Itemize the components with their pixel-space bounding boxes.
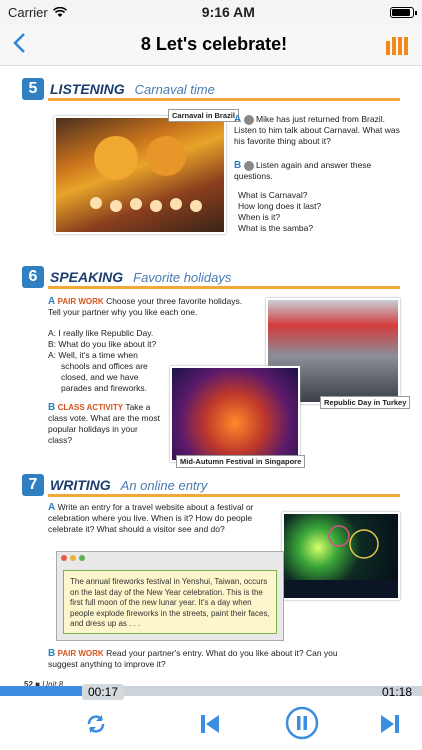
photo-caption: Mid-Autumn Festival in Singapore (176, 455, 305, 468)
status-bar (0, 0, 422, 24)
dialog-line: A: Well, it's a time when (48, 350, 138, 360)
mid-autumn-photo (170, 366, 300, 462)
pause-button[interactable] (285, 706, 319, 740)
exercise-7a (48, 502, 276, 535)
sample-entry: The annual fireworks festival in Yenshui, Taiwan, occurs on the last day of the New Year celebration. This is the first full moon of the new lunar year. It's a day when people explode fireworks in the streets, paint their faces, and dress up as . . . (63, 570, 277, 634)
section-divider (48, 286, 400, 289)
dialog-line: A: I really like Republic Day. (48, 328, 154, 338)
activity-tag: CLASS ACTIVITY (57, 403, 124, 412)
audio-icon[interactable] (244, 161, 254, 171)
section-title: LISTENING (50, 81, 125, 97)
exercise-label: B (48, 648, 56, 659)
section-divider (48, 494, 400, 497)
exercise-label: A (48, 502, 56, 513)
wifi-icon (53, 7, 67, 18)
question-item: When is it? (238, 212, 281, 222)
page-number: 52 (24, 680, 33, 686)
exercise-text: Choose your three favorite holidays. Tell your partner why you like each one. (48, 296, 243, 317)
carnaval-illustration (56, 118, 224, 232)
exercise-text: Read your partner's entry. What do you like about it? Can you suggest anything to improve it? (48, 648, 338, 669)
page-title: 8 Let's celebrate! (140, 34, 288, 54)
repeat-icon (84, 712, 108, 736)
dialog-line: schools and offices are (61, 361, 148, 371)
progress-fill (0, 686, 84, 696)
exercise-text: Write an entry for a travel website about a festival or celebration where you live. When is it? How do people celebrate it? What should a visitor see and do? (48, 502, 254, 534)
close-dot-icon (61, 555, 67, 561)
previous-button[interactable] (198, 712, 222, 736)
maximize-dot-icon (79, 555, 85, 561)
section-divider (48, 98, 400, 101)
back-button[interactable] (12, 29, 42, 61)
textbook-page (0, 66, 422, 686)
exercise-text: Listen again and answer these questions. (234, 160, 372, 181)
question-item: How long does it last? (238, 201, 322, 211)
exercise-text: Mike has just returned from Brazil. Listen to him talk about Carnaval. What was his favorite thing about it? (234, 114, 400, 146)
exercise-6a (48, 296, 248, 318)
browser-mockup (56, 551, 284, 641)
exercise-5b (234, 160, 402, 182)
photo-caption: Carnaval in Brazil (168, 109, 239, 122)
dialog-line: closed, and we have (61, 372, 139, 382)
section-number: 6 (22, 266, 44, 288)
dialog-line: B: What do you like about it? (48, 339, 157, 349)
skip-back-icon (198, 712, 222, 736)
elapsed-time: 00:17 (82, 684, 124, 700)
exercise-5a (234, 114, 402, 147)
carnaval-photo (54, 116, 226, 234)
question-item: What is Carnaval? (238, 190, 308, 200)
exercise-label: B (234, 160, 242, 171)
exercise-6b (48, 402, 164, 446)
section-number: 5 (22, 78, 44, 100)
exercise-text: Take a class vote. What are the most popular holidays in your class? (48, 402, 160, 445)
progress-bar[interactable] (0, 686, 422, 696)
question-item: What is the samba? (238, 223, 314, 233)
dialog-line: parades and fireworks. (61, 383, 147, 393)
fireworks-photo (282, 512, 400, 600)
library-button[interactable] (386, 35, 410, 55)
photo-caption: Republic Day in Turkey (320, 396, 410, 409)
section-number: 7 (22, 474, 44, 496)
clock: 9:16 AM (201, 4, 255, 20)
next-button[interactable] (378, 712, 402, 736)
unit-label: Unit 8 (42, 680, 64, 686)
exercise-label: B (48, 402, 56, 413)
repeat-button[interactable] (84, 712, 108, 736)
section-5-header (22, 78, 215, 100)
section-subtitle: Favorite holidays (133, 269, 232, 285)
chevron-left-icon (12, 32, 26, 54)
total-time: 01:18 (381, 685, 412, 699)
section-6-header (22, 266, 231, 288)
pause-icon (285, 706, 319, 740)
carrier-label: Carrier (8, 4, 48, 20)
minimize-dot-icon (70, 555, 76, 561)
dialog (48, 328, 168, 394)
section-subtitle: An online entry (120, 477, 208, 493)
audio-player (0, 686, 422, 750)
section-subtitle: Carnaval time (134, 81, 215, 97)
navigation-bar (0, 24, 422, 66)
page-footer: 52 ■ Unit 8 (24, 680, 63, 686)
section-title: WRITING (50, 477, 111, 493)
skip-forward-icon (378, 712, 402, 736)
activity-tag: PAIR WORK (57, 297, 104, 306)
activity-tag: PAIR WORK (57, 649, 104, 658)
audio-icon[interactable] (244, 115, 254, 125)
fireworks-illustration (284, 514, 398, 598)
battery-icon (390, 7, 414, 18)
library-icon (386, 41, 390, 55)
section-7-header (22, 474, 207, 496)
exercise-label: A (234, 114, 242, 125)
browser-toolbar (57, 552, 283, 564)
exercise-7b (48, 648, 338, 670)
section-title: SPEAKING (50, 269, 124, 285)
question-list (238, 190, 398, 234)
exercise-label: A (48, 296, 56, 307)
